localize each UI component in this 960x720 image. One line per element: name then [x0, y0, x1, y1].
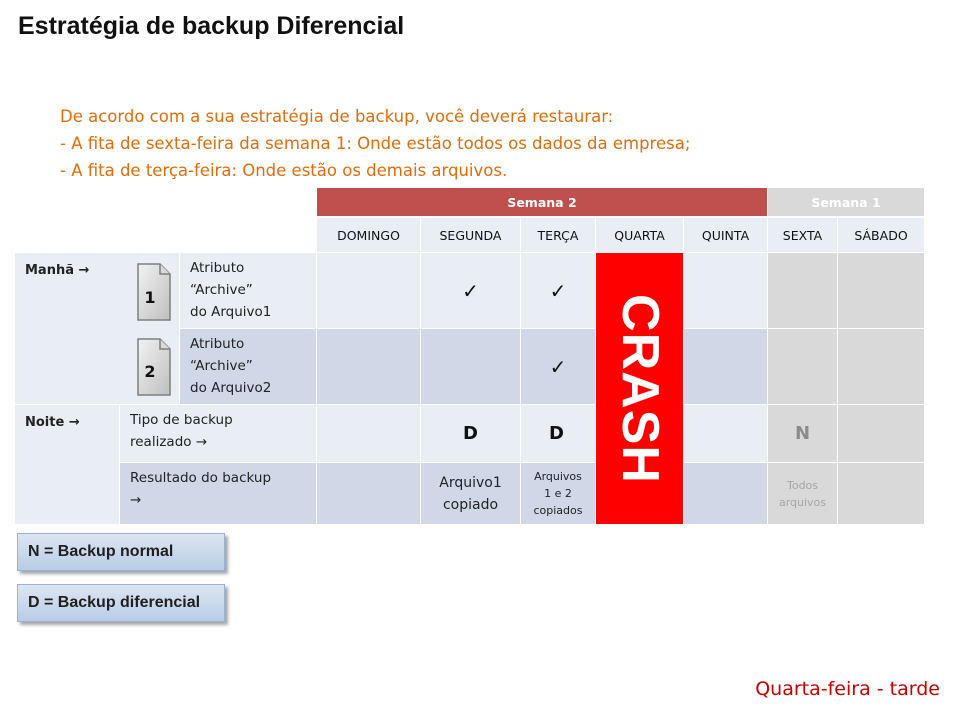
- cell: [317, 329, 420, 404]
- intro-line: De acordo com a sua estratégia de backup, você deverá restaurar:: [60, 107, 614, 126]
- backup-result-terca: [521, 463, 595, 524]
- result-line: copiados: [533, 504, 583, 517]
- desc-line: Tipo de backup: [130, 412, 233, 428]
- check-icon: ✓: [549, 278, 567, 303]
- arrow-icon: →: [68, 415, 80, 430]
- result-line: Arquivos: [534, 470, 582, 483]
- cell: [317, 253, 420, 328]
- day-header-segunda: SEGUNDA: [421, 218, 520, 252]
- backup-type-description: [120, 405, 316, 462]
- document-number: 1: [144, 287, 156, 307]
- week1-header: Semana 1: [768, 188, 924, 216]
- result-line: Todos: [786, 478, 819, 492]
- check-cell: [521, 253, 595, 328]
- day-header-terca: TERÇA: [521, 218, 595, 252]
- desc-line: realizado: [130, 434, 192, 450]
- desc-line: “Archive”: [190, 358, 253, 374]
- result-line: copiado: [442, 496, 499, 513]
- document-number: 2: [144, 361, 156, 381]
- backup-result-description: [120, 463, 316, 524]
- cell: [838, 253, 924, 328]
- night-label: [15, 405, 119, 524]
- legend-differential: D = Backup diferencial: [17, 584, 225, 622]
- result-line: Arquivo1: [439, 474, 502, 491]
- day-header-sexta: SEXTA: [768, 218, 837, 252]
- backup-type-segunda: [421, 405, 520, 462]
- legend-normal: N = Backup normal: [17, 533, 225, 571]
- arrow-icon: →: [195, 434, 208, 450]
- morning-text: Manhã: [25, 263, 74, 278]
- cell: [421, 329, 520, 404]
- intro-line: - A fita de terça-feira: Onde estão os demais arquivos.: [60, 161, 508, 180]
- check-icon: ✓: [549, 354, 567, 379]
- day-header-domingo: DOMINGO: [317, 218, 420, 252]
- desc-line: Atributo: [190, 336, 245, 352]
- cell: [768, 253, 837, 328]
- crash-block: [596, 253, 683, 524]
- backup-type-letter: D: [463, 423, 478, 444]
- intro-line: - A fita de sexta-feira da semana 1: Onde estão todos os dados da empresa;: [60, 134, 691, 153]
- desc-line: Resultado do backup: [130, 470, 272, 486]
- desc-line: do Arquivo2: [190, 380, 272, 396]
- cell: [684, 405, 767, 462]
- cell: [317, 405, 420, 462]
- cell: [317, 463, 420, 524]
- crash-text: CRASH: [610, 293, 669, 484]
- backup-type-letter: D: [549, 423, 564, 444]
- cell: [838, 329, 924, 404]
- file2-description: [180, 329, 316, 404]
- day-header-quinta: QUINTA: [684, 218, 767, 252]
- arrow-icon: →: [130, 492, 142, 508]
- backup-result-sexta: [768, 463, 837, 524]
- check-cell: [521, 329, 595, 404]
- footer-text: Quarta-feira - tarde: [755, 678, 940, 700]
- cell: [684, 463, 767, 524]
- cell: [768, 329, 837, 404]
- intro-text: [60, 103, 690, 184]
- backup-result-segunda: [421, 463, 520, 524]
- backup-type-sexta: [768, 405, 837, 462]
- cell: [684, 329, 767, 404]
- cell: [838, 405, 924, 462]
- page-title: Estratégia de backup Diferencial: [18, 12, 405, 40]
- backup-type-terca: [521, 405, 595, 462]
- night-text: Noite: [25, 415, 65, 430]
- cell: [684, 253, 767, 328]
- backup-type-letter: N: [794, 423, 811, 444]
- day-header-quarta: QUARTA: [596, 218, 683, 252]
- result-line: arquivos: [778, 495, 827, 509]
- desc-line: Atributo: [190, 260, 245, 276]
- check-cell: [421, 253, 520, 328]
- day-header-sabado: SÁBADO: [838, 218, 924, 252]
- cell: [838, 463, 924, 524]
- desc-line: do Arquivo1: [190, 304, 272, 320]
- week2-header: Semana 2: [317, 188, 767, 216]
- desc-line: “Archive”: [190, 282, 253, 298]
- check-icon: ✓: [462, 278, 479, 303]
- file1-description: [180, 253, 316, 328]
- result-line: 1 e 2: [544, 487, 572, 500]
- arrow-icon: →: [78, 263, 90, 278]
